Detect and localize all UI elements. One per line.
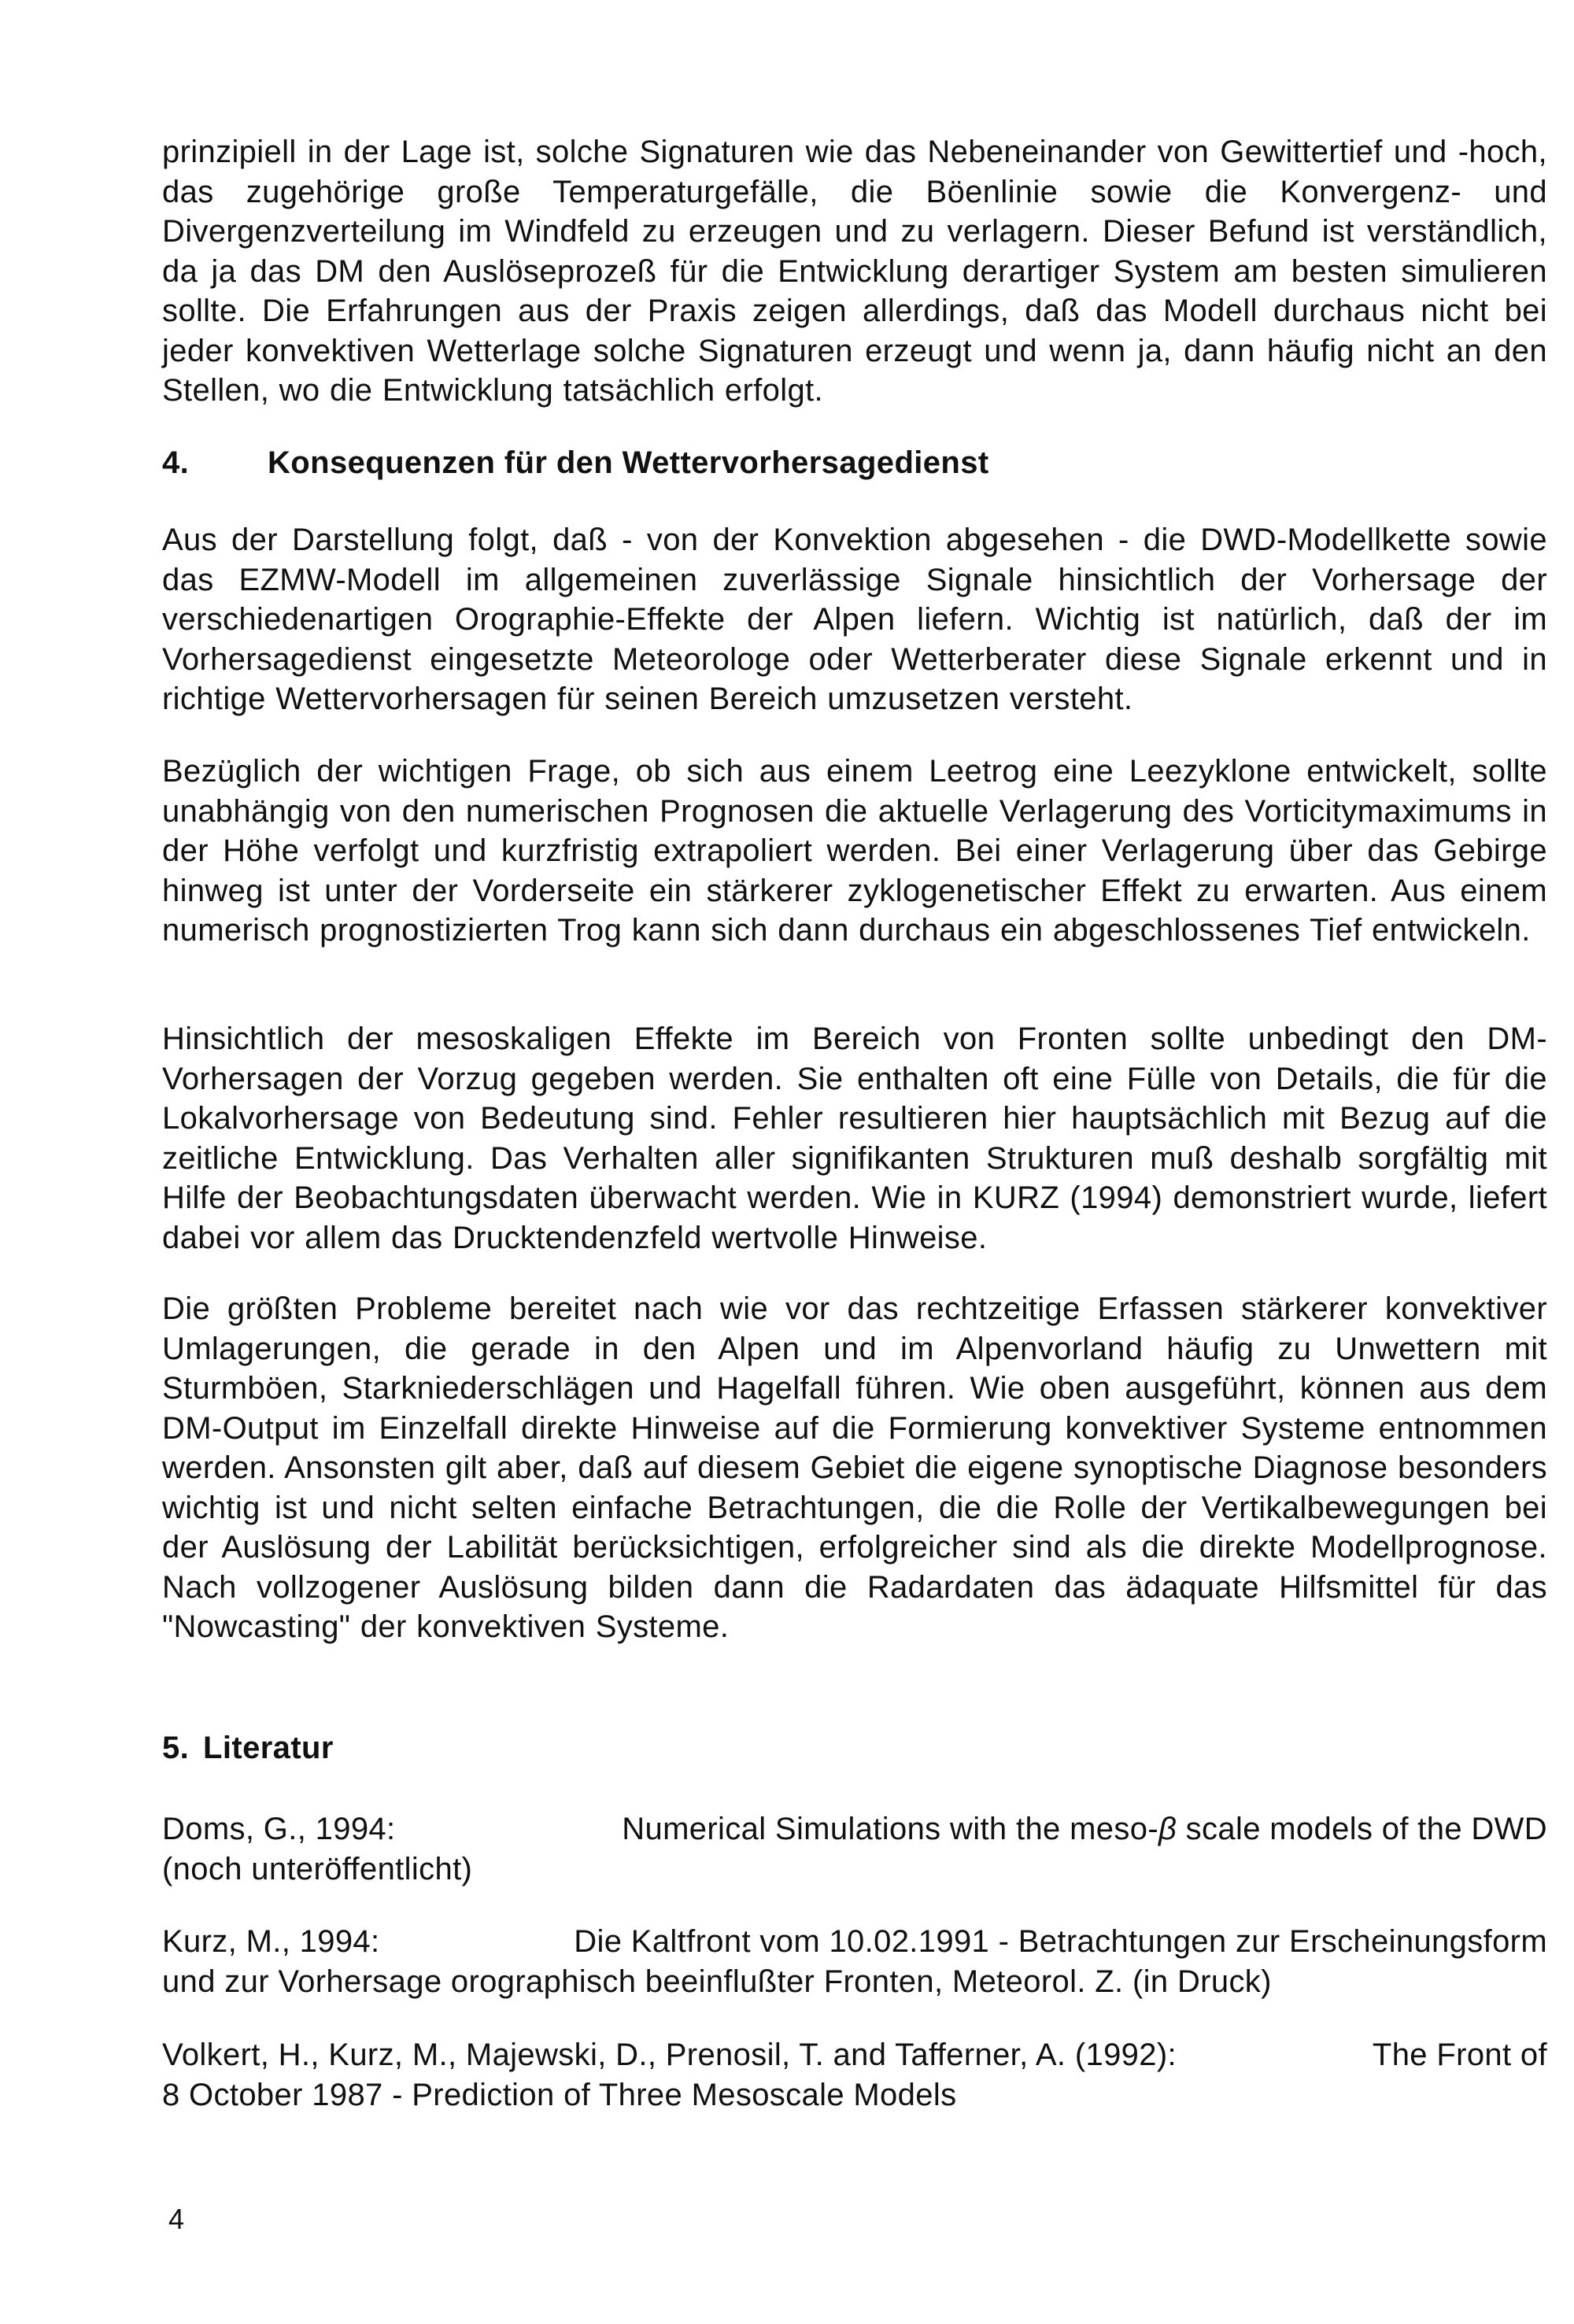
reference-kurz-title-line1: Die Kaltfront vom 10.02.1991 - Betrachtungen zur Erscheinungsform	[574, 1924, 1547, 1959]
reference-kurz-title-line2: und zur Vorhersage orographisch beeinflußter Fronten, Meteorol. Z. (in Druck)	[162, 1964, 1272, 1999]
section-5-number: 5.	[162, 1731, 190, 1765]
paragraph-mesoscale-fronts: Hinsichtlich der mesoskaligen Effekte im Bereich von Fronten sollte unbedingt den DM-Vorhersagen der Vorzug gegeben werden. Sie enthalten oft eine Fülle von Details, die für die Lokalvorhersage von Bedeutung sind. Fehler resultieren hier hauptsächlich mit Bezug auf die zeitliche Entwicklung. Das Verhalten aller signifikanten Strukturen muß deshalb sorgfältig mit Hilfe der Beobachtungsdaten überwacht werden. Wie in KURZ (1994) demonstriert wurde, liefert dabei vor allem das Drucktendenzfeld wertvolle Hinweise.	[162, 1022, 1547, 1255]
section-4-heading	[162, 443, 989, 482]
reference-volkert-title-start: The Front of	[1372, 2038, 1547, 2072]
beta-symbol: β	[1158, 1812, 1177, 1846]
reference-doms-author: Doms, G., 1994:	[162, 1812, 396, 1846]
page-number: 4	[168, 2203, 185, 2235]
reference-kurz-author: Kurz, M., 1994:	[162, 1924, 380, 1959]
paragraph-convective-signatures: prinzipiell in der Lage ist, solche Signaturen wie das Nebeneinander von Gewittertief und -hoch, das zugehörige große Temperaturgefälle, die Böenlinie sowie die Konvergenz- und Divergenzverteilung im Windfeld zu erzeugen und zu verlagern. Dieser Befund ist verständlich, da ja das DM den Auslöseprozeß für die Entwicklung derartiger System am besten simulieren sollte. Die Erfahrungen aus der Praxis zeigen allerdings, daß das Modell durchaus nicht bei jeder konvektiven Wetterlage solche Signaturen erzeugt und wenn ja, dann häufig nicht an den Stellen, wo die Entwicklung tatsächlich erfolgt.	[162, 135, 1547, 408]
reference-volkert-title-line2: 8 October 1987 - Prediction of Three Mesoscale Models	[162, 2077, 957, 2112]
section-5-title: Literatur	[203, 1731, 334, 1765]
reference-doms-title-part1: Numerical Simulations with the meso-	[622, 1812, 1158, 1846]
reference-kurz-line1	[162, 1922, 1547, 1962]
reference-volkert	[162, 2035, 1547, 2115]
reference-doms-title	[622, 1809, 1547, 1849]
reference-volkert-line1	[162, 2035, 1547, 2075]
section-4-number: 4.	[162, 445, 190, 480]
section-5-heading	[162, 1728, 334, 1768]
paragraph-model-chain-signals: Aus der Darstellung folgt, daß - von der Konvektion abgesehen - die DWD-Modellkette sowie das EZMW-Modell im allgemeinen zuverlässige Signale hinsichtlich der Vorhersage der verschiedenartigen Orographie-Effekte der Alpen liefern. Wichtig ist natürlich, daß der im Vorhersagedienst eingesetzte Meteorologe oder Wetterberater diese Signale erkennt und in richtige Wettervorhersagen für seinen Bereich umzusetzen versteht.	[162, 523, 1547, 716]
paragraph-convective-problems: Die größten Probleme bereitet nach wie vor das rechtzeitige Erfassen stärkerer konvektiver Umlagerungen, die gerade in den Alpen und im Alpenvorland häufig zu Unwettern mit Sturmböen, Starkniederschlägen und Hagelfall führen. Wie oben ausgeführt, können aus dem DM-Output im Einzelfall direkte Hinweise auf die Formierung konvektiver Systeme entnommen werden. Ansonsten gilt aber, daß auf diesem Gebiet die eigene synoptische Diagnose besonders wichtig ist und nicht selten einfache Betrachtungen, die die Rolle der Vertikalbewegungen bei der Auslösung der Labilität berücksichtigen, erfolgreicher sind als die direkte Modellprognose. Nach vollzogener Auslösung bilden dann die Radardaten das ädaquate Hilfsmittel für das "Nowcasting" der konvektiven Systeme.	[162, 1291, 1547, 1644]
paragraph-lee-cyclone: Bezüglich der wichtigen Frage, ob sich aus einem Leetrog eine Leezyklone entwickelt, sollte unabhängig von den numerischen Prognosen die aktuelle Verlagerung des Vorticitymaximums in der Höhe verfolgt und kurzfristig extrapoliert werden. Bei einer Verlagerung über das Gebirge hinweg ist unter der Vorderseite ein stärkerer zyklogenetischer Effekt zu erwarten. Aus einem numerisch prognostizierten Trog kann sich dann durchaus ein abgeschlossenes Tief entwickeln.	[162, 754, 1547, 948]
reference-doms-line1	[162, 1809, 1547, 1849]
reference-doms-title-part2: scale models of the DWD	[1177, 1812, 1547, 1846]
reference-kurz	[162, 1922, 1547, 2001]
reference-volkert-authors: Volkert, H., Kurz, M., Majewski, D., Prenosil, T. and Tafferner, A. (1992):	[162, 2038, 1177, 2072]
reference-doms	[162, 1809, 1547, 1889]
reference-doms-note: (noch unteröffentlicht)	[162, 1851, 473, 1886]
section-4-title: Konsequenzen für den Wettervorhersagedienst	[268, 445, 989, 480]
